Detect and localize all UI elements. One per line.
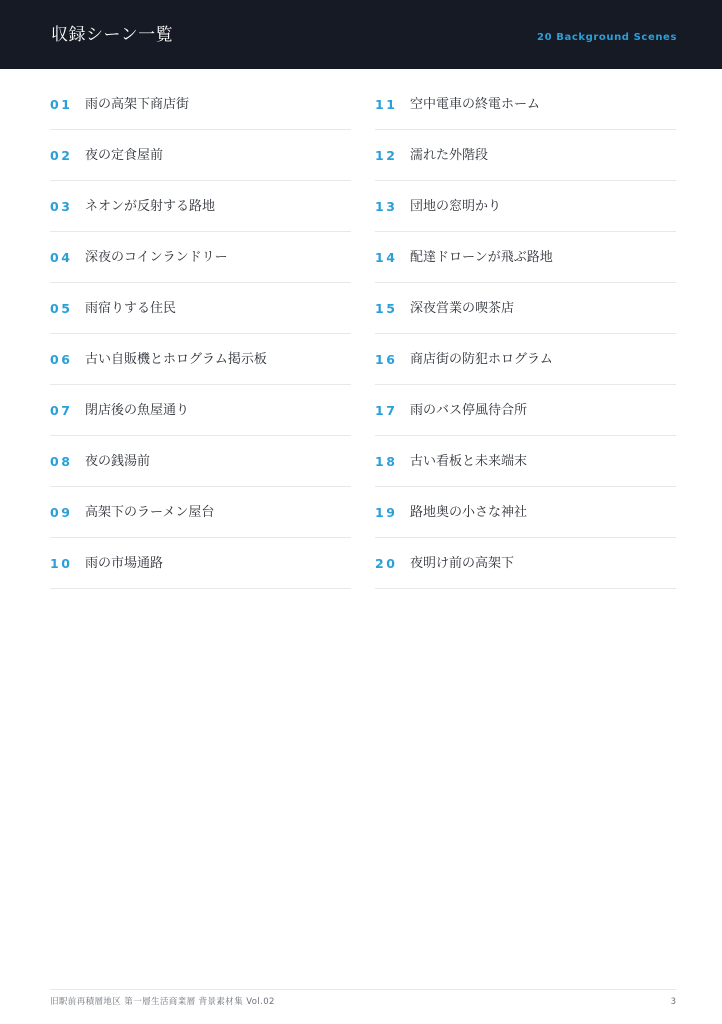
scene-number: 03 — [50, 199, 73, 214]
scene-number: 06 — [50, 352, 73, 367]
page-subtitle: 20 Background Scenes — [537, 32, 677, 43]
scene-title: 空中電車の終電ホーム — [410, 97, 541, 112]
scene-title: 深夜のコインランドリー — [85, 250, 228, 265]
scene-number: 10 — [50, 556, 73, 571]
scene-title: 商店街の防犯ホログラム — [410, 352, 553, 367]
scene-number: 20 — [375, 556, 398, 571]
scene-row — [50, 538, 351, 589]
footer-divider — [50, 989, 676, 990]
scene-title: 深夜営業の喫茶店 — [410, 301, 515, 316]
scene-title: 古い看板と未来端末 — [410, 454, 528, 469]
scene-row — [375, 232, 676, 283]
scene-number: 09 — [50, 505, 73, 520]
scene-row — [375, 79, 676, 130]
scene-row — [375, 181, 676, 232]
scene-row — [50, 283, 351, 334]
scene-row — [50, 385, 351, 436]
scene-row — [375, 283, 676, 334]
scene-row — [375, 538, 676, 589]
scene-row — [375, 436, 676, 487]
scene-title: 路地奥の小さな神社 — [410, 505, 528, 520]
page-title: 収録シーン一覧 — [51, 25, 174, 45]
scene-row — [50, 334, 351, 385]
scene-number: 15 — [375, 301, 398, 316]
header-bar — [0, 0, 722, 69]
scene-number: 07 — [50, 403, 73, 418]
scene-title: 雨の高架下商店街 — [85, 97, 190, 112]
page-number: 3 — [670, 997, 676, 1007]
scene-row — [50, 130, 351, 181]
scene-title: 夜明け前の高架下 — [410, 556, 515, 571]
scene-title: 配達ドローンが飛ぶ路地 — [410, 250, 553, 265]
scene-title: 団地の窓明かり — [410, 199, 502, 214]
scene-number: 19 — [375, 505, 398, 520]
scene-number: 11 — [375, 97, 398, 112]
scene-list-right — [375, 79, 676, 589]
scene-number: 05 — [50, 301, 73, 316]
scene-number: 17 — [375, 403, 398, 418]
scene-row — [50, 436, 351, 487]
scene-row — [50, 181, 351, 232]
scene-row — [375, 130, 676, 181]
scene-row — [375, 334, 676, 385]
scene-title: 夜の銭湯前 — [85, 454, 151, 469]
scene-number: 02 — [50, 148, 73, 163]
scene-list-left — [50, 79, 351, 589]
scene-title: 雨宿りする住民 — [85, 301, 177, 316]
scene-row — [375, 385, 676, 436]
scene-title: 高架下のラーメン屋台 — [85, 505, 215, 520]
scene-number: 16 — [375, 352, 398, 367]
scene-title: 夜の定食屋前 — [85, 148, 164, 163]
scene-number: 13 — [375, 199, 398, 214]
scene-title: ネオンが反射する路地 — [85, 199, 216, 214]
scene-number: 12 — [375, 148, 398, 163]
scene-title: 古い自販機とホログラム掲示板 — [85, 352, 267, 367]
scene-row — [50, 487, 351, 538]
scene-title: 閉店後の魚屋通り — [85, 403, 190, 418]
scene-number: 01 — [50, 97, 73, 112]
scene-number: 04 — [50, 250, 73, 265]
scene-row — [375, 487, 676, 538]
footer-publication-title: 旧駅前再積層地区 第一層生活商業層 背景素材集 Vol.02 — [50, 997, 275, 1007]
scene-title: 雨の市場通路 — [85, 556, 164, 571]
scene-number: 08 — [50, 454, 73, 469]
scene-row — [50, 232, 351, 283]
scene-number: 14 — [375, 250, 398, 265]
scene-number: 18 — [375, 454, 398, 469]
scene-title: 濡れた外階段 — [410, 148, 489, 163]
scene-title: 雨のバス停風待合所 — [410, 403, 528, 418]
scene-row — [50, 79, 351, 130]
